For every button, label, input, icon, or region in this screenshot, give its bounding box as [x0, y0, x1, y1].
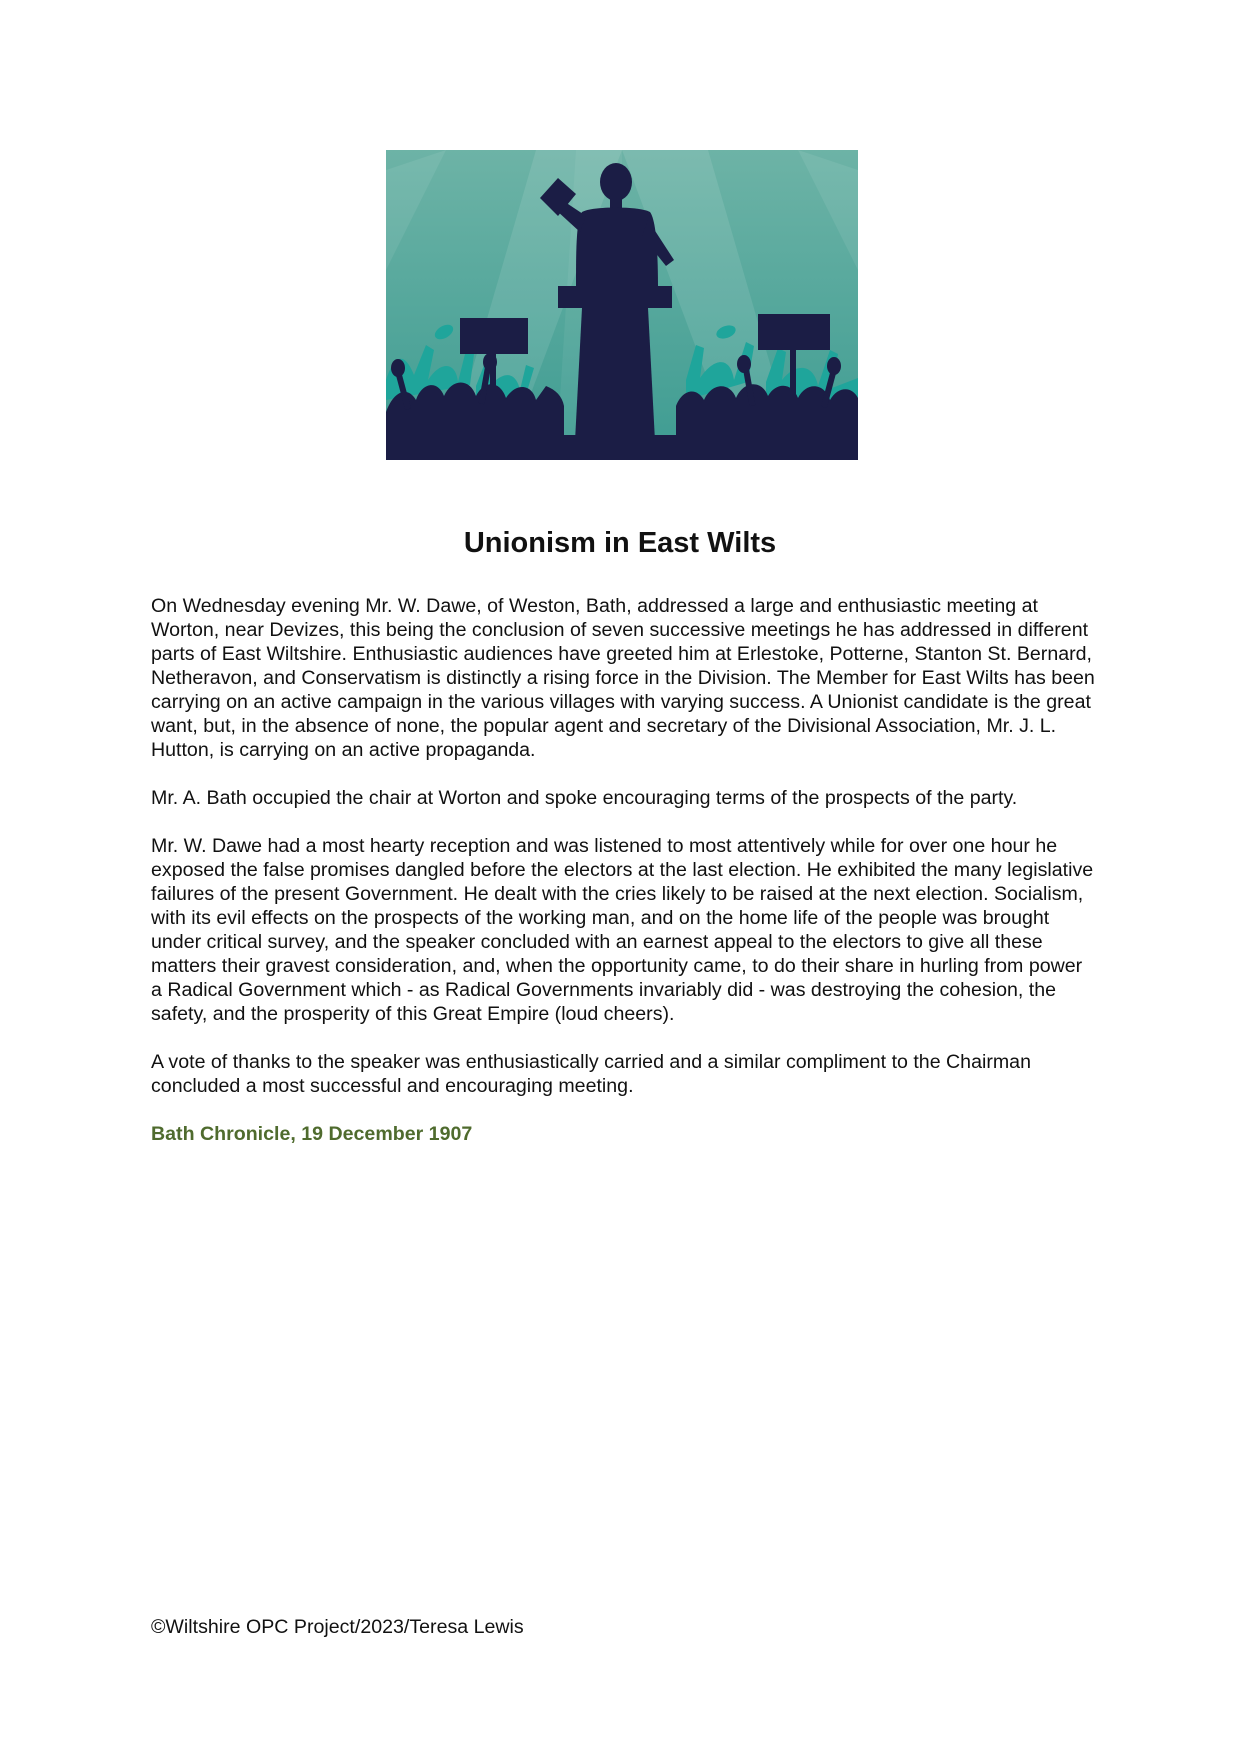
source-citation: Bath Chronicle, 19 December 1907: [151, 1123, 473, 1145]
copyright-footer: ©Wiltshire OPC Project/2023/Teresa Lewis: [151, 1616, 524, 1638]
article-title: Unionism in East Wilts: [463, 527, 777, 559]
article-paragraph: Mr. W. Dawe had a most hearty reception and was listened to most attentively while for over one hour he exposed the false promises dangled before the electors at the last election. He exhibited the many legislative failures of the present Government. He dealt with the cries likely to be raised at the next election. Socialism, with its evil effects on the prospects of the working man, and on the home life of the people was brought under critical survey, and the speaker concluded with an earnest appeal to the electors to give all these matters their gravest consideration, and, when the opportunity came, to do their share in hurling from power a Radical Government which - as Radical Governments invariably did - was destroying the cohesion, the safety, and the prosperity of this Great Empire (loud cheers).: [151, 835, 1094, 1025]
speaker-at-rally-icon: [386, 150, 858, 460]
article-paragraph: On Wednesday evening Mr. W. Dawe, of Weston, Bath, addressed a large and enthusiastic meeting at Worton, near Devizes, this being the conclusion of seven successive meetings he has addressed in different parts of East Wiltshire. Enthusiastic audiences have greeted him at Erlestoke, Potterne, Stanton St. Bernard, Netheravon, and Conservatism is distinctly a rising force in the Division. The Member for East Wilts has been carrying on an active campaign in the various villages with varying success. A Unionist candidate is the great want, but, in the absence of none, the popular agent and secretary of the Divisional Association, Mr. J. L. Hutton, is carrying on an active propaganda.: [151, 595, 1095, 761]
article-body: [151, 594, 1096, 1170]
article-paragraph: A vote of thanks to the speaker was enthusiastically carried and a similar compliment to the Chairman concluded a most successful and encouraging meeting.: [151, 1051, 1031, 1097]
speaker-at-rally-illustration: [386, 150, 858, 460]
article-paragraph: Mr. A. Bath occupied the chair at Worton and spoke encouraging terms of the prospects of the party.: [151, 787, 1018, 809]
